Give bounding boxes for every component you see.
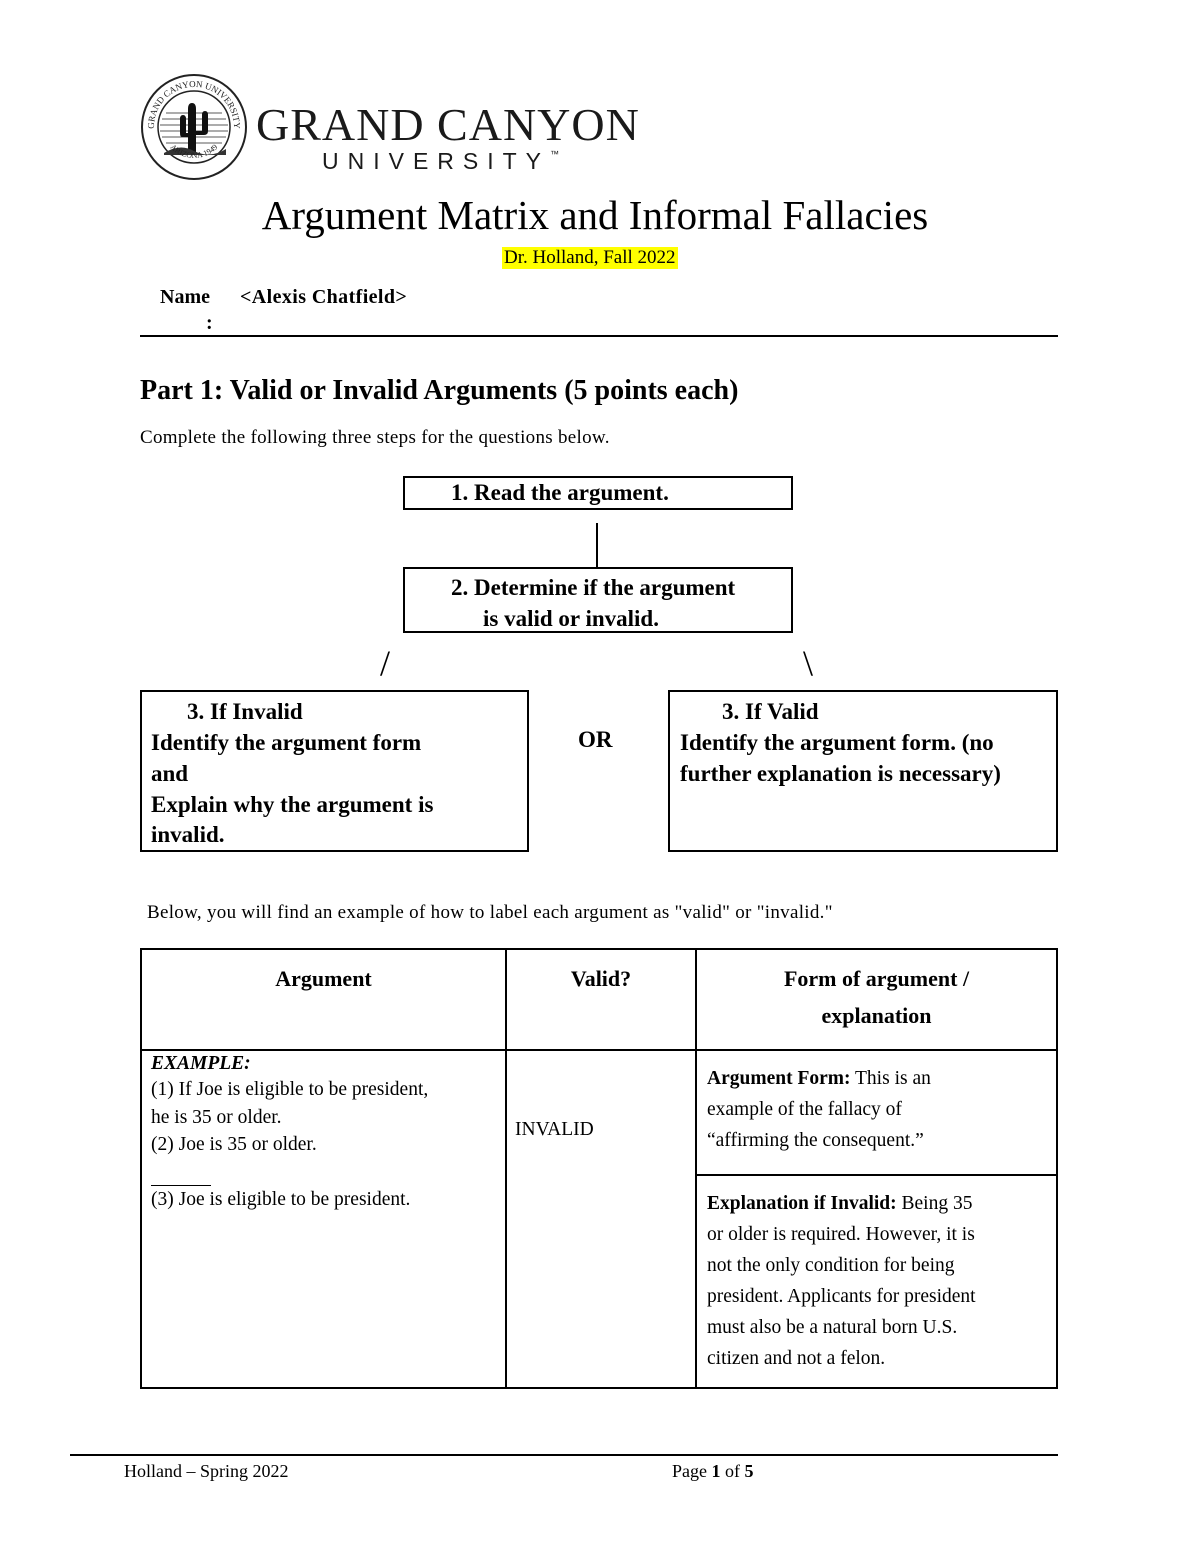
header-argument bbox=[141, 949, 506, 1050]
header-valid bbox=[506, 949, 696, 1050]
left-branch-slash: / bbox=[380, 643, 391, 683]
invalid-title: 3. If Invalid bbox=[187, 699, 303, 724]
table-header-row bbox=[141, 949, 1057, 1050]
brand-university: UNIVERSITY bbox=[322, 148, 551, 174]
document-subtitle: Dr. Holland, Fall 2022 bbox=[504, 247, 676, 268]
expl-line3: not the only condition for being bbox=[707, 1255, 955, 1276]
page-total: 5 bbox=[744, 1461, 754, 1481]
right-branch-slash: \ bbox=[803, 643, 814, 683]
step3-valid-box bbox=[668, 690, 1058, 852]
header-divider bbox=[140, 335, 1058, 337]
example-label: EXAMPLE: bbox=[151, 1053, 251, 1074]
step1-box: 1. Read the argument. bbox=[403, 476, 793, 510]
form-line2: example of the fallacy of bbox=[707, 1099, 902, 1120]
header-form-line1: Form of argument / bbox=[783, 966, 970, 991]
expl-line1 bbox=[707, 1188, 1048, 1219]
seal-text-top: GRAND CANYON UNIVERSITY bbox=[145, 78, 243, 129]
form-cell bbox=[696, 1050, 1057, 1175]
page-prefix: Page bbox=[672, 1461, 712, 1481]
table-row bbox=[141, 1050, 1057, 1175]
expl-text: Being 35 bbox=[896, 1193, 973, 1214]
step3-invalid-box bbox=[140, 690, 529, 852]
name-colon: : bbox=[206, 312, 213, 334]
document-title: Argument Matrix and Informal Fallacies bbox=[261, 192, 929, 238]
step2-line1: 2. Determine if the argument bbox=[451, 575, 736, 600]
premise1-line2: he is 35 or older. bbox=[151, 1106, 282, 1128]
form-line1 bbox=[707, 1063, 1048, 1094]
form-label: Argument Form: bbox=[707, 1068, 851, 1089]
premise2: (2) Joe is 35 or older. bbox=[151, 1134, 317, 1155]
expl-line6: citizen and not a felon. bbox=[707, 1348, 886, 1369]
premise1-line1: (1) If Joe is eligible to be president, bbox=[151, 1079, 429, 1100]
invalid-line3: Explain why the argument is bbox=[151, 792, 434, 817]
brand-subname bbox=[322, 150, 559, 173]
form-text: This is an bbox=[850, 1068, 931, 1089]
footer-author: Holland – Spring 2022 bbox=[124, 1461, 289, 1481]
expl-label: Explanation if Invalid: bbox=[707, 1193, 897, 1214]
invalid-line1: Identify the argument form bbox=[151, 730, 422, 755]
page-current: 1 bbox=[711, 1461, 721, 1481]
conclusion: (3) Joe is eligible to be president. bbox=[151, 1188, 411, 1210]
invalid-line2: and bbox=[151, 761, 189, 786]
argument-cell bbox=[141, 1050, 506, 1388]
header-form bbox=[696, 949, 1057, 1050]
name-label: Name bbox=[160, 286, 210, 308]
explanation-cell bbox=[696, 1175, 1057, 1388]
header-form-line2: explanation bbox=[821, 1003, 932, 1028]
step2-box bbox=[403, 567, 793, 633]
valid-title: 3. If Valid bbox=[722, 699, 819, 724]
form-line3: “affirming the consequent.” bbox=[707, 1130, 924, 1151]
seal-text-bottom: ARIZONA 1949 bbox=[168, 142, 220, 160]
valid-line1: Identify the argument form. (no bbox=[680, 730, 994, 755]
connector-line bbox=[596, 523, 598, 567]
footer-divider bbox=[70, 1454, 1058, 1456]
expl-line5: must also be a natural born U.S. bbox=[707, 1317, 958, 1338]
example-intro-text: Below, you will find an example of how to label each argument as "valid" or "invalid." bbox=[147, 902, 833, 923]
brand-name: GRAND CANYON bbox=[256, 99, 640, 150]
instructions-text: Complete the following three steps for the questions below. bbox=[140, 427, 610, 448]
valid-line2: further explanation is necessary) bbox=[680, 761, 1001, 786]
part-heading: Part 1: Valid or Invalid Arguments (5 points each) bbox=[140, 375, 739, 406]
expl-line4: president. Applicants for president bbox=[707, 1286, 976, 1307]
expl-line2: or older is required. However, it is bbox=[707, 1224, 975, 1245]
page-of: of bbox=[720, 1461, 745, 1481]
name-value: <Alexis Chatfield> bbox=[240, 286, 408, 308]
verdict: INVALID bbox=[515, 1119, 594, 1140]
example-table bbox=[140, 948, 1058, 1389]
invalid-line4: invalid. bbox=[151, 822, 225, 847]
or-label: OR bbox=[578, 727, 613, 752]
university-seal-logo bbox=[140, 73, 248, 181]
trademark-symbol: ™ bbox=[550, 149, 560, 159]
header-argument-text: Argument bbox=[275, 966, 372, 991]
page-number bbox=[672, 1461, 754, 1482]
step2-line2: is valid or invalid. bbox=[483, 606, 659, 631]
header-valid-text: Valid? bbox=[570, 966, 632, 991]
valid-cell bbox=[506, 1050, 696, 1388]
